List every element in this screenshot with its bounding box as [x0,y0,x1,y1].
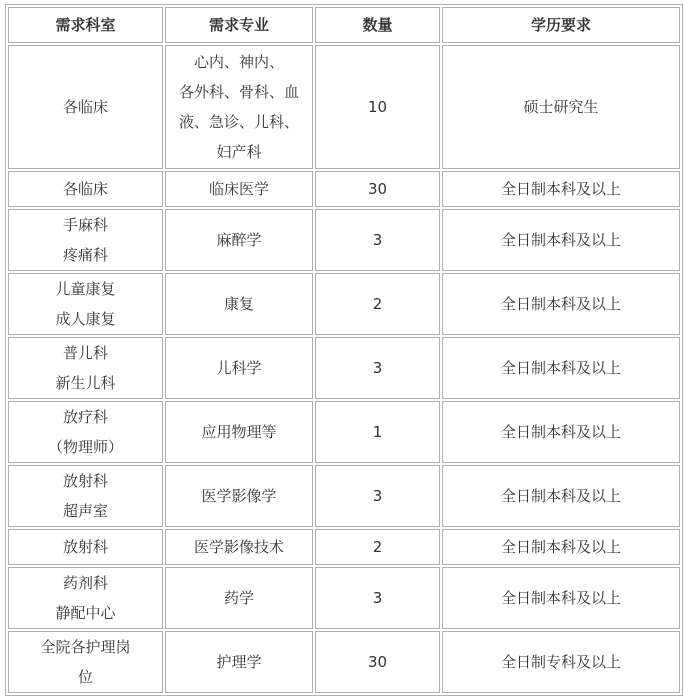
cell-count: 10 [315,45,440,169]
recruitment-table [5,4,683,696]
table-row [8,401,680,463]
cell-dept-line: 普儿科 [62,344,108,362]
cell-education: 全日制本科及以上 [442,567,680,629]
cell-education: 全日制本科及以上 [442,529,680,565]
cell-major-line: 药学 [223,589,254,607]
cell-count: 1 [315,401,440,463]
table-row [8,465,680,527]
cell-dept-line: 放射科 [62,472,108,490]
cell-dept [8,171,163,207]
cell-dept-line: 位 [77,668,93,686]
cell-dept [8,45,163,169]
cell-count: 3 [315,567,440,629]
cell-major [165,337,313,399]
cell-major-line: 护理学 [216,653,262,671]
cell-major-line: 妇产科 [216,143,262,161]
cell-dept-line: 儿童康复 [55,280,116,298]
cell-major [165,273,313,335]
table-row [8,45,680,169]
cell-education: 全日制本科及以上 [442,171,680,207]
cell-dept-line: 放射科 [62,538,108,556]
header-major: 需求专业 [165,7,313,43]
cell-education: 全日制本科及以上 [442,273,680,335]
cell-dept-line: 成人康复 [55,310,116,328]
cell-dept-line: 全院各护理岗 [40,638,131,656]
table-row [8,273,680,335]
cell-major-line: 液、急诊、儿科、 [178,113,299,131]
cell-count: 3 [315,209,440,271]
cell-major-line: 心内、神内、 [193,53,284,71]
header-count: 数量 [315,7,440,43]
cell-major [165,401,313,463]
cell-education: 全日制专科及以上 [442,631,680,693]
cell-dept-line: 新生儿科 [55,374,116,392]
cell-major-line: 儿科学 [216,359,262,377]
cell-dept-line: （物理师） [47,438,123,456]
cell-major-line: 医学影像技术 [193,538,284,556]
cell-education: 硕士研究生 [442,45,680,169]
cell-count: 30 [315,171,440,207]
cell-dept [8,631,163,693]
table-row [8,567,680,629]
cell-major [165,567,313,629]
header-dept: 需求科室 [8,7,163,43]
cell-education: 全日制本科及以上 [442,401,680,463]
cell-dept-line: 疼痛科 [62,246,108,264]
cell-dept-line: 各临床 [62,98,108,116]
table-row [8,631,680,693]
cell-dept [8,401,163,463]
cell-major [165,45,313,169]
cell-dept [8,337,163,399]
cell-dept-line: 放疗科 [62,408,108,426]
cell-dept-line: 静配中心 [55,604,116,622]
cell-education: 全日制本科及以上 [442,465,680,527]
cell-dept [8,273,163,335]
cell-count: 30 [315,631,440,693]
cell-count: 2 [315,273,440,335]
cell-major [165,209,313,271]
cell-education: 全日制本科及以上 [442,209,680,271]
header-education: 学历要求 [442,7,680,43]
cell-dept-line: 超声室 [62,502,108,520]
table-row [8,171,680,207]
cell-major [165,631,313,693]
cell-major [165,529,313,565]
cell-major [165,171,313,207]
cell-dept-line: 手麻科 [62,216,108,234]
cell-major-line: 麻醉学 [216,231,262,249]
cell-major-line: 各外科、骨科、血 [178,83,299,101]
cell-major-line: 医学影像学 [201,487,277,505]
table-row [8,337,680,399]
table-row [8,529,680,565]
cell-major-line: 应用物理等 [201,423,277,441]
table-body [8,45,680,693]
cell-count: 3 [315,465,440,527]
cell-education: 全日制本科及以上 [442,337,680,399]
cell-major [165,465,313,527]
cell-dept [8,209,163,271]
cell-dept-line: 药剂科 [62,574,108,592]
cell-major-line: 康复 [223,295,254,313]
cell-dept [8,567,163,629]
cell-major-line: 临床医学 [208,180,269,198]
cell-count: 2 [315,529,440,565]
cell-dept-line: 各临床 [62,180,108,198]
cell-count: 3 [315,337,440,399]
table-row [8,209,680,271]
cell-dept [8,529,163,565]
table-header-row [8,7,680,43]
cell-dept [8,465,163,527]
